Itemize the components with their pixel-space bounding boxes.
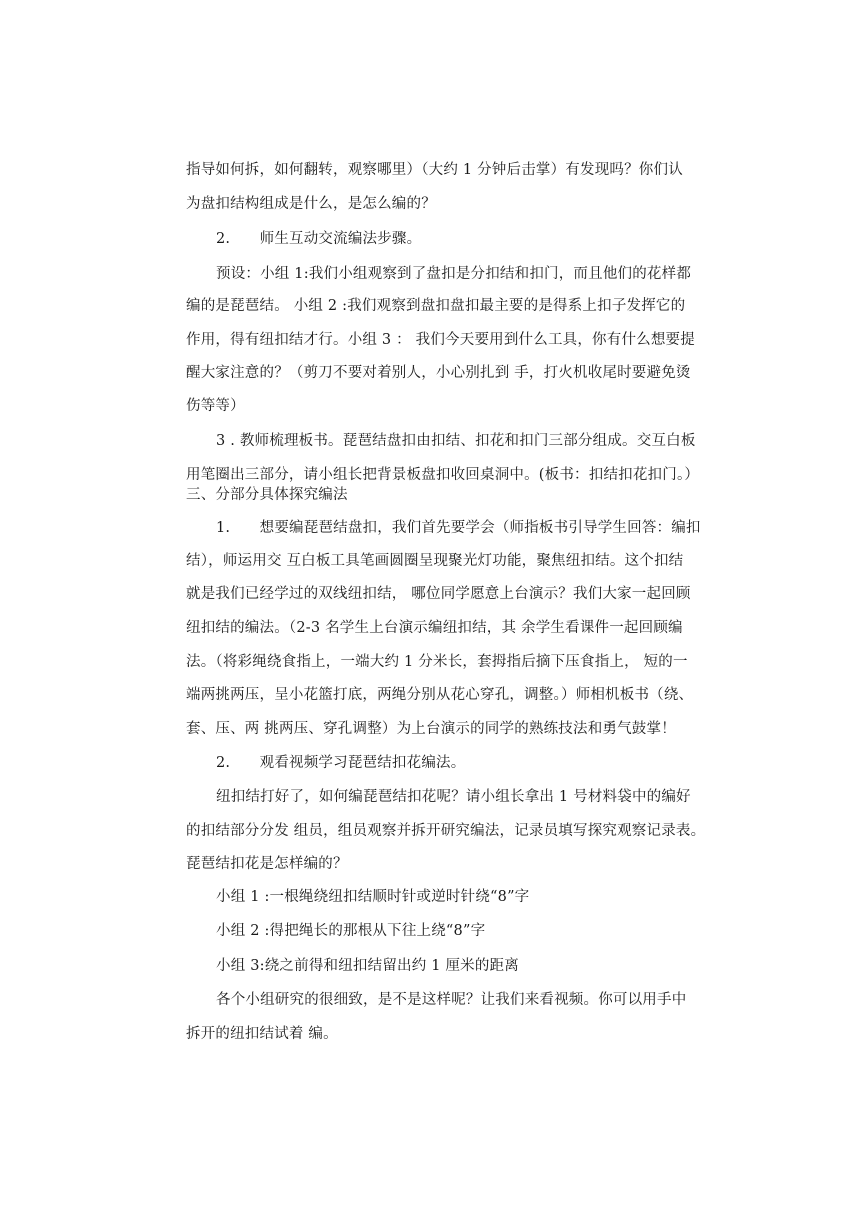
text-line: 各个小组研究的很细致，是不是这样呢？让我们来看视频。你可以用手中 [216, 992, 687, 1008]
text-line: 3 . 教师梳理板书。琵琶结盘扣由扣结、扣花和扣门三部分组成。交互白板 [216, 433, 696, 449]
text-line: 用笔圈出三部分，请小组长把背景板盘扣收回桌洞中。(板书：扣结扣花扣门。） [186, 467, 700, 483]
text-line: 纽扣结的编法。（2-3 名学生上台演示编纽扣结，其 余学生看课件一起回顾编 [186, 620, 683, 636]
text-line: 小组 2 :得把绳长的那根从下往上绕“8”字 [216, 923, 486, 939]
text-line: 结），师运用交 互白板工具笔画圆圈呈现聚光灯功能，聚焦纽扣结。这个扣结 [186, 553, 684, 569]
text-line: 套、压、两 挑两压、穿孔调整）为上台演示的同学的熟练技法和勇气鼓掌！ [186, 721, 676, 737]
text-line: 的扣结部分分发 组员，组员观察并拆开研究编法，记录员填写探究观察记录表。 [186, 823, 706, 839]
text-line: 端两挑两压，呈小花篮打底，两绳分别从花心穿孔，调整。）师相机板书（绕、 [186, 687, 694, 703]
text-line: 醒大家注意的？（剪刀不要对着别人，小心别扎到 手，打火机收尾时要避免烫 [186, 365, 691, 381]
text-line: 就是我们已经学过的双线纽扣结， 哪位同学愿意上台演示？我们大家一起回顾 [186, 586, 691, 602]
text-line: 纽扣结打好了，如何编琵琶结扣花呢？请小组长拿出 1 号材料袋中的编好 [216, 789, 691, 805]
text-line: 2. 观看视频学习琵琶结扣花编法。 [216, 755, 466, 771]
text-line: 小组 3:绕之前得和纽扣结留出约 1 厘米的距离 [216, 958, 519, 974]
text-line: 指导如何拆，如何翻转，观察哪里）（大约 1 分钟后击掌）有发现吗？你们认 [186, 162, 683, 178]
text-line: 2. 师生互动交流编法步骤。 [216, 231, 422, 247]
text-line: 琵琶结扣花是怎样编的？ [186, 856, 348, 872]
text-line: 预设：小组 1:我们小组观察到了盘扣是分扣结和扣门，而且他们的花样都 [216, 266, 692, 282]
text-line: 小组 1 :一根绳绕纽扣结顺时针或逆时针绕“8”字 [216, 889, 530, 905]
text-line: 伤等等） [186, 398, 245, 414]
section-heading: 三、分部分具体探究编法 [186, 487, 348, 503]
text-line: 为盘扣结构组成是什么，是怎么编的？ [186, 196, 436, 212]
text-line: 拆开的纽扣结试着 编。 [186, 1026, 338, 1042]
text-line: 编的是琵琶结。 小组 2 :我们观察到盘扣盘扣最主要的是得系上扣子发挥它的 [186, 298, 686, 314]
text-line: 1. 想要编琵琶结盘扣，我们首先要学会（师指板书引导学生回答：编扣 [216, 520, 701, 536]
text-line: 法。（将彩绳绕食指上，一端大约 1 分米长，套拇指后摘下压食指上， 短的一 [186, 654, 688, 670]
text-line: 作用，得有纽扣结才行。小组 3 ： 我们今天要用到什么工具，你有什么想要提 [186, 332, 695, 348]
